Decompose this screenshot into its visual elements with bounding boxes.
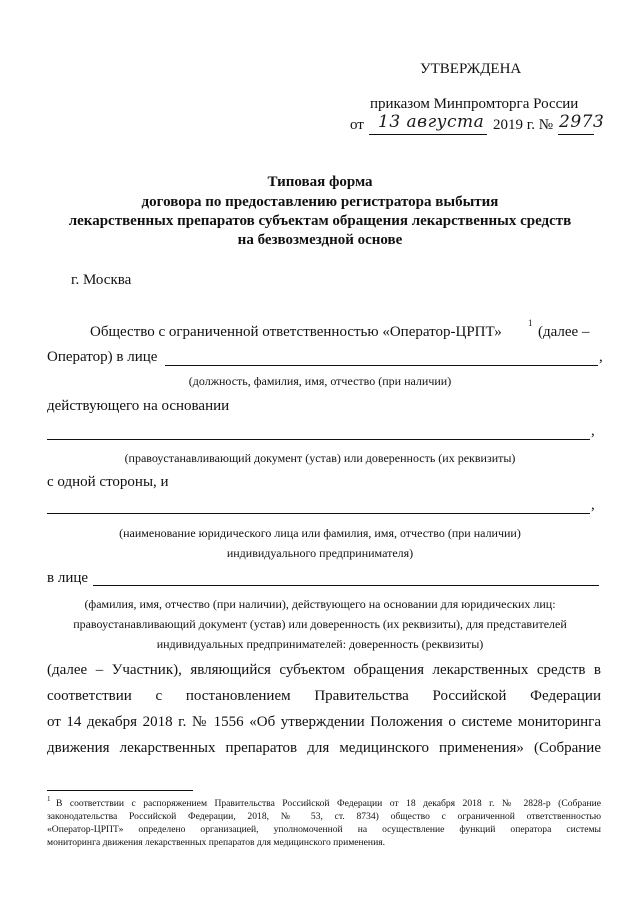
- footnote-line-4: мониторинга движения лекарственных препаратов для медицинского применения.: [47, 837, 386, 848]
- hint-position: (должность, фамилия, имя, отчество (при наличии): [188, 374, 452, 388]
- acting-basis: действующего на основании: [47, 398, 230, 414]
- approved-heading: УТВЕРЖДЕНА: [420, 61, 522, 77]
- title-line-2: договора по предоставлению регистратора выбытия: [141, 194, 499, 210]
- comma-2: ,: [591, 423, 595, 439]
- date-underline: [369, 134, 487, 135]
- handwritten-date: 13 августа: [378, 112, 485, 132]
- number-underline: [558, 134, 594, 135]
- hint-person-3: индивидуальных предпринимателей: доверенность (реквизиты): [156, 637, 484, 651]
- p1-line2: Оператор) в лице: [47, 349, 158, 365]
- p1-line1-main: Общество с ограниченной ответственностью «Оператор-ЦРПТ»: [90, 324, 502, 340]
- position-blank: [165, 365, 598, 366]
- hint-entity-1: (наименование юридического лица или фамилия, имя, отчество (при наличии): [119, 526, 521, 540]
- p2-line1: (далее – Участник), являющийся субъектом обращения лекарственных средств в: [47, 662, 601, 678]
- hint-entity-2: индивидуального предпринимателя): [226, 546, 414, 560]
- footnote-ref: 1: [528, 318, 533, 328]
- hint-document: (правоустанавливающий документ (устав) или доверенность (их реквизиты): [124, 451, 516, 465]
- footnote-line-2: законодательства Российской Федерации, 2018, № 53, ст. 8734) общество с ограниченной ответственностью: [47, 811, 601, 822]
- comma-1: ,: [599, 349, 603, 365]
- footnote-mark: 1: [47, 795, 51, 803]
- p2-line4: движения лекарственных препаратов для медицинского применения» (Собрание: [47, 740, 601, 756]
- comma-3: ,: [591, 497, 595, 513]
- hint-person-1: (фамилия, имя, отчество (при наличии), действующего на основании для юридических лиц:: [84, 597, 556, 611]
- in-person: в лице: [47, 570, 89, 586]
- title-line-4: на безвозмездной основе: [237, 232, 403, 248]
- handwritten-number: 2973: [559, 112, 605, 132]
- city: г. Москва: [71, 272, 132, 288]
- hint-person-2: правоустанавливающий документ (устав) или доверенность (их реквизиты), для представителей: [73, 617, 567, 631]
- footnote-line-3: «Оператор-ЦРПТ» определено организацией, уполномоченной на осуществление функций оператора системы: [47, 824, 601, 835]
- title-line-3: лекарственных препаратов субъектам обращения лекарственных средств: [68, 213, 572, 229]
- title-line-1: Типовая форма: [267, 174, 373, 190]
- footnote-line-1: В соответствии с распоряжением Правительства Российской Федерации от 18 декабря 2018 г. № 2828-р (Собрание: [56, 798, 601, 809]
- document-blank: [47, 439, 590, 440]
- entity-blank: [47, 513, 590, 514]
- year-number-label: 2019 г. №: [493, 117, 554, 133]
- p1-line1-tail: (далее –: [538, 324, 590, 340]
- person-blank: [93, 585, 599, 586]
- footnote-separator: [47, 790, 193, 791]
- p2-line3: от 14 декабря 2018 г. № 1556 «Об утверждении Положения о системе мониторинга: [47, 714, 601, 730]
- order-line: приказом Минпромторга России: [370, 96, 579, 112]
- one-side: с одной стороны, и: [47, 474, 169, 490]
- p2-line2: соответствии с постановлением Правительства Российской Федерации: [47, 688, 601, 704]
- date-prefix: от: [350, 117, 364, 133]
